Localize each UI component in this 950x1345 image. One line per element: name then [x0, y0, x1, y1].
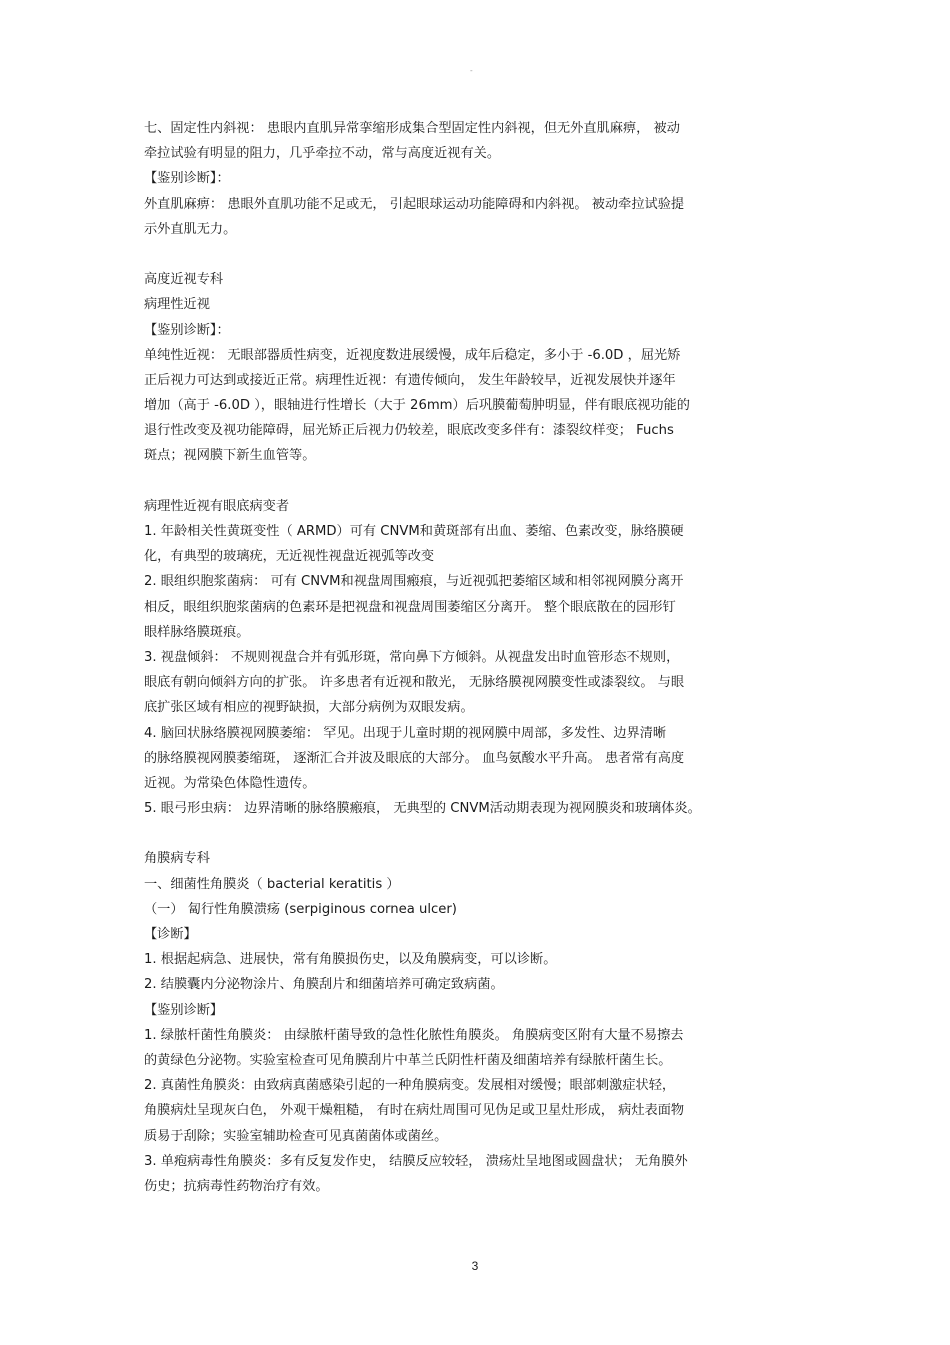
- text-line: （一） 匐行性角膜溃疡 (serpiginous cornea ulcer): [144, 901, 457, 917]
- text-line: 角膜病灶呈现灰白色， 外观干燥粗糙， 有时在病灶周围可见伪足或卫星灶形成， 病灶表面物: [144, 1103, 685, 1119]
- text-line: 相反，眼组织胞浆菌病的色素环是把视盘和视盘周围萎缩区分离开。 整个眼底散在的园形钉: [144, 599, 676, 615]
- subheading: 【诊断】: [144, 927, 197, 942]
- subheading: 【鉴别诊断】: [144, 1002, 224, 1018]
- page-number: 3: [471, 1259, 479, 1273]
- text-line: 示外直肌无力。: [144, 221, 237, 237]
- text-line: 的黄绿色分泌物。实验室检查可见角膜刮片中革兰氏阴性杆菌及细菌培养有绿脓杆菌生长。: [144, 1052, 672, 1068]
- text-line: 眼底有朝向倾斜方向的扩张。 许多患者有近视和散光， 无脉络膜视网膜变性或漆裂纹。 与眼: [144, 675, 685, 691]
- text-line: 近视。为常染色体隐性遗传。: [144, 775, 316, 791]
- text-line: 单纯性近视： 无眼部器质性病变，近视度数进展缓慢，成年后稳定，多小于 -6.0D ，屈光矫: [144, 347, 681, 363]
- subheading: 【鉴别诊断】：: [144, 322, 230, 338]
- text-line: 一、细菌性角膜炎（ bacterial keratitis ）: [144, 876, 400, 892]
- text-line: 的脉络膜视网膜萎缩斑， 逐渐汇合并波及眼底的大部分。 血鸟氨酸水平升高。 患者常有高度: [144, 750, 685, 766]
- text-line: 化，有典型的玻璃疣，无近视性视盘近视弧等改变: [144, 549, 435, 565]
- text-line: 1. 根据起病急、进展快，常有角膜损伤史，以及角膜病变，可以诊断。: [144, 952, 557, 968]
- section-heading: 高度近视专科: [144, 272, 224, 288]
- text-line: 3. 视盘倾斜： 不规则视盘合并有弧形斑，常向鼻下方倾斜。从视盘发出时血管形态不规则，: [144, 649, 680, 665]
- text-line: 5. 眼弓形虫病： 边界清晰的脉络膜瘢痕， 无典型的 CNVM活动期表现为视网膜炎和玻璃体炎。: [144, 801, 701, 817]
- text-line: 2. 真菌性角膜炎：由致病真菌感染引起的一种角膜病变。发展相对缓慢；眼部刺激症状轻，: [144, 1078, 676, 1094]
- text-line: 牵拉试验有明显的阻力，几乎牵拉不动，常与高度近视有关。: [144, 146, 501, 162]
- section-heading: 病理性近视有眼底病变者: [144, 498, 290, 514]
- section-heading: 病理性近视: [144, 297, 210, 313]
- text-line: 2. 眼组织胞浆菌病： 可有 CNVM和视盘周围瘢痕，与近视弧把萎缩区域和相邻视网膜分离开: [144, 574, 684, 590]
- text-line: 七、固定性内斜视： 患眼内直肌异常挛缩形成集合型固定性内斜视，但无外直肌麻痹， 被动: [144, 121, 680, 136]
- text-line: 底扩张区域有相应的视野缺损，大部分病例为双眼发病。: [144, 700, 474, 716]
- text-line: 增加（高于 -6.0D ），眼轴进行性增长（大于 26mm）后巩膜葡萄肿明显，伴有眼底视功能的: [144, 398, 690, 414]
- text-line: 4. 脑回状脉络膜视网膜萎缩： 罕见。出现于儿童时期的视网膜中周部，多发性、边界清晰: [144, 725, 667, 741]
- text-line: 眼样脉络膜斑痕。: [144, 624, 250, 640]
- header-mark: -: [470, 66, 473, 75]
- text-line: 正后视力可达到或接近正常。病理性近视：有遗传倾向， 发生年龄较早，近视发展快并逐年: [144, 372, 676, 388]
- text-line: 退行性改变及视功能障碍，屈光矫正后视力仍较差，眼底改变多伴有：漆裂纹样变； Fuchs: [144, 423, 674, 439]
- text-line: 伤史；抗病毒性药物治疗有效。: [144, 1178, 329, 1194]
- text-line: 1. 年龄相关性黄斑变性（ ARMD）可有 CNVM和黄斑部有出血、萎缩、色素改变，脉络膜硬: [144, 524, 684, 539]
- text-line: 2. 结膜囊内分泌物涂片、角膜刮片和细菌培养可确定致病菌。: [144, 977, 504, 993]
- subheading: 【鉴别诊断】：: [144, 171, 230, 187]
- section-heading: 角膜病专科: [144, 851, 210, 867]
- text-line: 斑点；视网膜下新生血管等。: [144, 448, 316, 464]
- document-body: [144, 116, 806, 1199]
- text-line: 外直肌麻痹： 患眼外直肌功能不足或无， 引起眼球运动功能障碍和内斜视。 被动牵拉试验提: [144, 196, 685, 212]
- text-line: 1. 绿脓杆菌性角膜炎： 由绿脓杆菌导致的急性化脓性角膜炎。 角膜病变区附有大量不易擦去: [144, 1027, 684, 1043]
- text-line: 质易于刮除；实验室辅助检查可见真菌菌体或菌丝。: [144, 1128, 448, 1144]
- text-line: 3. 单疱病毒性角膜炎：多有反复发作史， 结膜反应较轻， 溃疡灶呈地图或圆盘状； 无角膜外: [144, 1153, 688, 1169]
